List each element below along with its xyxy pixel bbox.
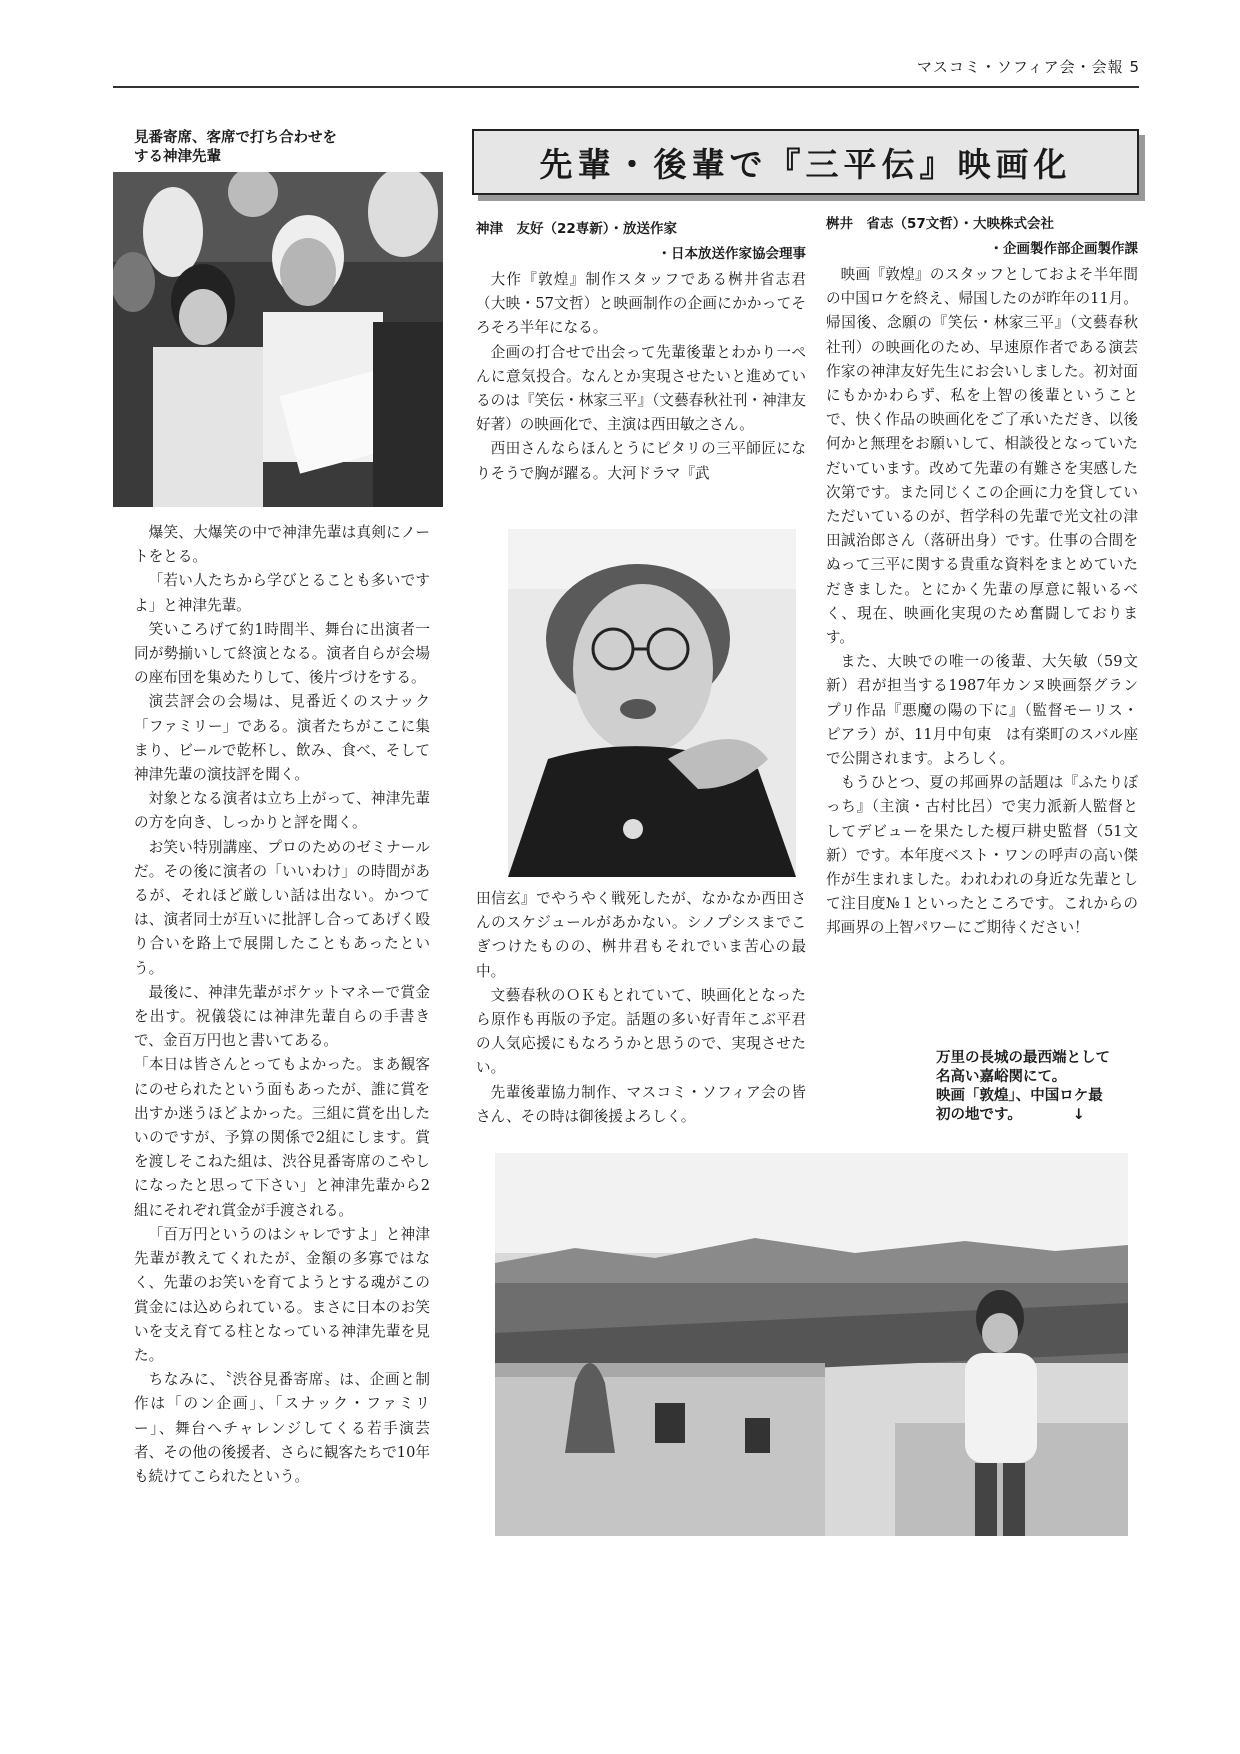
paragraph: 最後に、神津先輩がポケットマネーで賞金を出す。祝儀袋には神津先輩自らの手書きで、金百万円也と書いてある。 [134, 983, 430, 1050]
photo1-caption-line: する神津先輩 [134, 149, 221, 165]
article-title: 先輩・後輩で『三平伝』映画化 [539, 144, 1072, 184]
photo3-caption-line: 万里の長城の最西端として [936, 1050, 1110, 1066]
header-rule [113, 86, 1139, 88]
photo1-caption [134, 129, 434, 167]
middle-column-bottom [476, 887, 806, 1129]
photo1-caption-line: 見番寄席、客席で打ち合わせを [134, 130, 337, 146]
audience-photo [113, 172, 443, 507]
paragraph: ちなみに、〝渋谷見番寄席〟は、企画と制作は「のン企画」、「スナック・ファミリー」、舞台へチャレンジしてくる若手演芸者、その他の後援者、さらに観客たちで10年も続けてこられたという。 [134, 1371, 430, 1485]
paragraph: 笑いころげて約1時間半、舞台に出演者一同が勢揃いして終演となる。演者自らが会場の座布団を集めたりして、後片づけをする。 [134, 620, 430, 687]
paragraph: 爆笑、大爆笑の中で神津先輩は真剣にノートをとる。 [134, 524, 430, 566]
byline-line: ・企画製作部企画製作課 [989, 241, 1138, 257]
middle-byline [476, 217, 806, 267]
photo3-caption-line: 映画「敦煌」、中国ロケ最 [936, 1088, 1103, 1104]
paragraph: 対象となる演者は立ち上がって、神津先輩の方を向き、しっかりと評を聞く。 [134, 790, 430, 832]
paragraph: 文藝春秋のＯＫもとれていて、映画化となったら原作も再版の予定。話題の多い好青年こぶ平君の人気応援にもなろうかと思うので、実現させたい。 [476, 986, 806, 1077]
paragraph: 「本日は皆さんとってもよかった。まあ観客にのせられたという面もあったが、誰に賞を出すか迷うほどよかった。三組に賞を出したいのですが、予算の関係で2組にします。賞を渡しそこねた組は、渋谷見番寄席のこやしになったと思って下さい」と神津先輩から2組にそれぞれ賞金が手渡される。 [134, 1056, 430, 1219]
paragraph: 企画の打合せで出会って先輩後輩とわかり一ぺんに意気投合。なんとか実現させたいと進めているのは『笑伝・林家三平』（文藝春秋社刊・神津友好著）の映画化で、主演は西田敏之さん。 [476, 343, 806, 434]
byline-line: ・日本放送作家協会理事 [657, 246, 806, 262]
middle-column-top [476, 268, 806, 486]
portrait-photo [508, 529, 796, 877]
byline-line: 神津 友好（22専新）・放送作家 [476, 221, 678, 237]
paragraph: 大作『敦煌』制作スタッフである桝井省志君（大映・57文哲）と映画制作の企画にかかってそろそろ半年になる。 [476, 271, 806, 337]
paragraph: また、大映での唯一の後輩、大矢敏（59文新）君が担当する1987年カンヌ映画祭グランプリ作品『悪魔の陽の下に』（監督モーリス・ピアラ）が、11月中旬東 は有楽町のスバル座で公開されます。よろしく。 [826, 653, 1138, 768]
paragraph: お笑い特別講座、プロのためのゼミナールだ。その後に演者の「いいわけ」の時間があるが、それほど厳しい話は出ない。かつては、演者同士が互いに批評し合ってあげく殴り合いを路上で展開したこともあったという。 [134, 838, 430, 977]
paragraph: 先輩後輩協力制作、マスコミ・ソフィア会の皆さん、その時は御後援よろしく。 [476, 1083, 806, 1125]
right-byline [826, 212, 1138, 262]
right-column [826, 263, 1138, 941]
paragraph: 映画『敦煌』のスタッフとしておよそ半年間の中国ロケを終え、帰国したのが昨年の11月。帰国後、念願の『笑伝・林家三平』（文藝春秋社刊）の映画化のため、早速原作者である演芸作家の神津友好先生にお会いしました。初対面にもかかわらず、私を上智の後輩ということで、快く作品の映画化をご了承いただき、以後何かと無理をお願いして、相談役となっていただいています。改めて先輩の有難さを実感した次第です。また同じくこの企画に力を貸していただいているのが、哲学科の先輩で光文社の津田誠治郎さん（落研出身）です。仕事の合間をぬって三平に関する貴重な資料をまとめていただきました。とにかく先輩の厚意に報いるべく、現在、映画化実現のため奮闘しております。 [826, 266, 1138, 647]
article-title-box [472, 129, 1139, 195]
paragraph: 「百万円というのはシャレですよ」と神津先輩が教えてくれたが、金額の多寡ではなく、先輩のお笑いを育てようとする魂がこの賞金には込められている。まさに日本のお笑いを支え育てる柱となっている神津先輩を見た。 [134, 1225, 430, 1364]
paragraph: 西田さんならほんとうにピタリの三平師匠になりそうで胸が躍る。大河ドラマ『武 [476, 440, 806, 482]
paragraph: もうひとつ、夏の邦画界の話題は『ふたりぼっち』（主演・古村比呂）で実力派新人監督としてデビューを果たした榎戸耕史監督（51文新）です。本年度ベスト・ワンの呼声の高い傑作が生まれました。われわれの身近な先輩として注目度№１といったところです。これからの邦画界の上智パワーにご期待ください！ [826, 774, 1138, 937]
photo3-caption [936, 1049, 1156, 1125]
left-column [134, 521, 430, 1489]
photo3-caption-line: 名高い嘉峪関にて。 [936, 1069, 1067, 1085]
page-header: マスコミ・ソフィア会・会報 5 [916, 58, 1140, 76]
great-wall-photo [495, 1153, 1128, 1536]
paragraph: 演芸評会の会場は、見番近くのスナック「ファミリー」である。演者たちがここに集まり、ビールで乾杯し、飲み、食べ、そして神津先輩の演技評を聞く。 [134, 693, 430, 784]
photo3-caption-line: 初の地です。 ↓ [936, 1107, 1085, 1123]
paragraph: 「若い人たちから学びとることも多いですよ」と神津先輩。 [134, 572, 430, 614]
paragraph: 田信玄』でやうやく戦死したが、なかなか西田さんのスケジュールがあかない。シノプシスまでこぎつけたものの、桝井君もそれでいま苦心の最中。 [476, 890, 806, 980]
byline-line: 桝井 省志（57文哲）・大映株式会社 [826, 216, 1055, 232]
